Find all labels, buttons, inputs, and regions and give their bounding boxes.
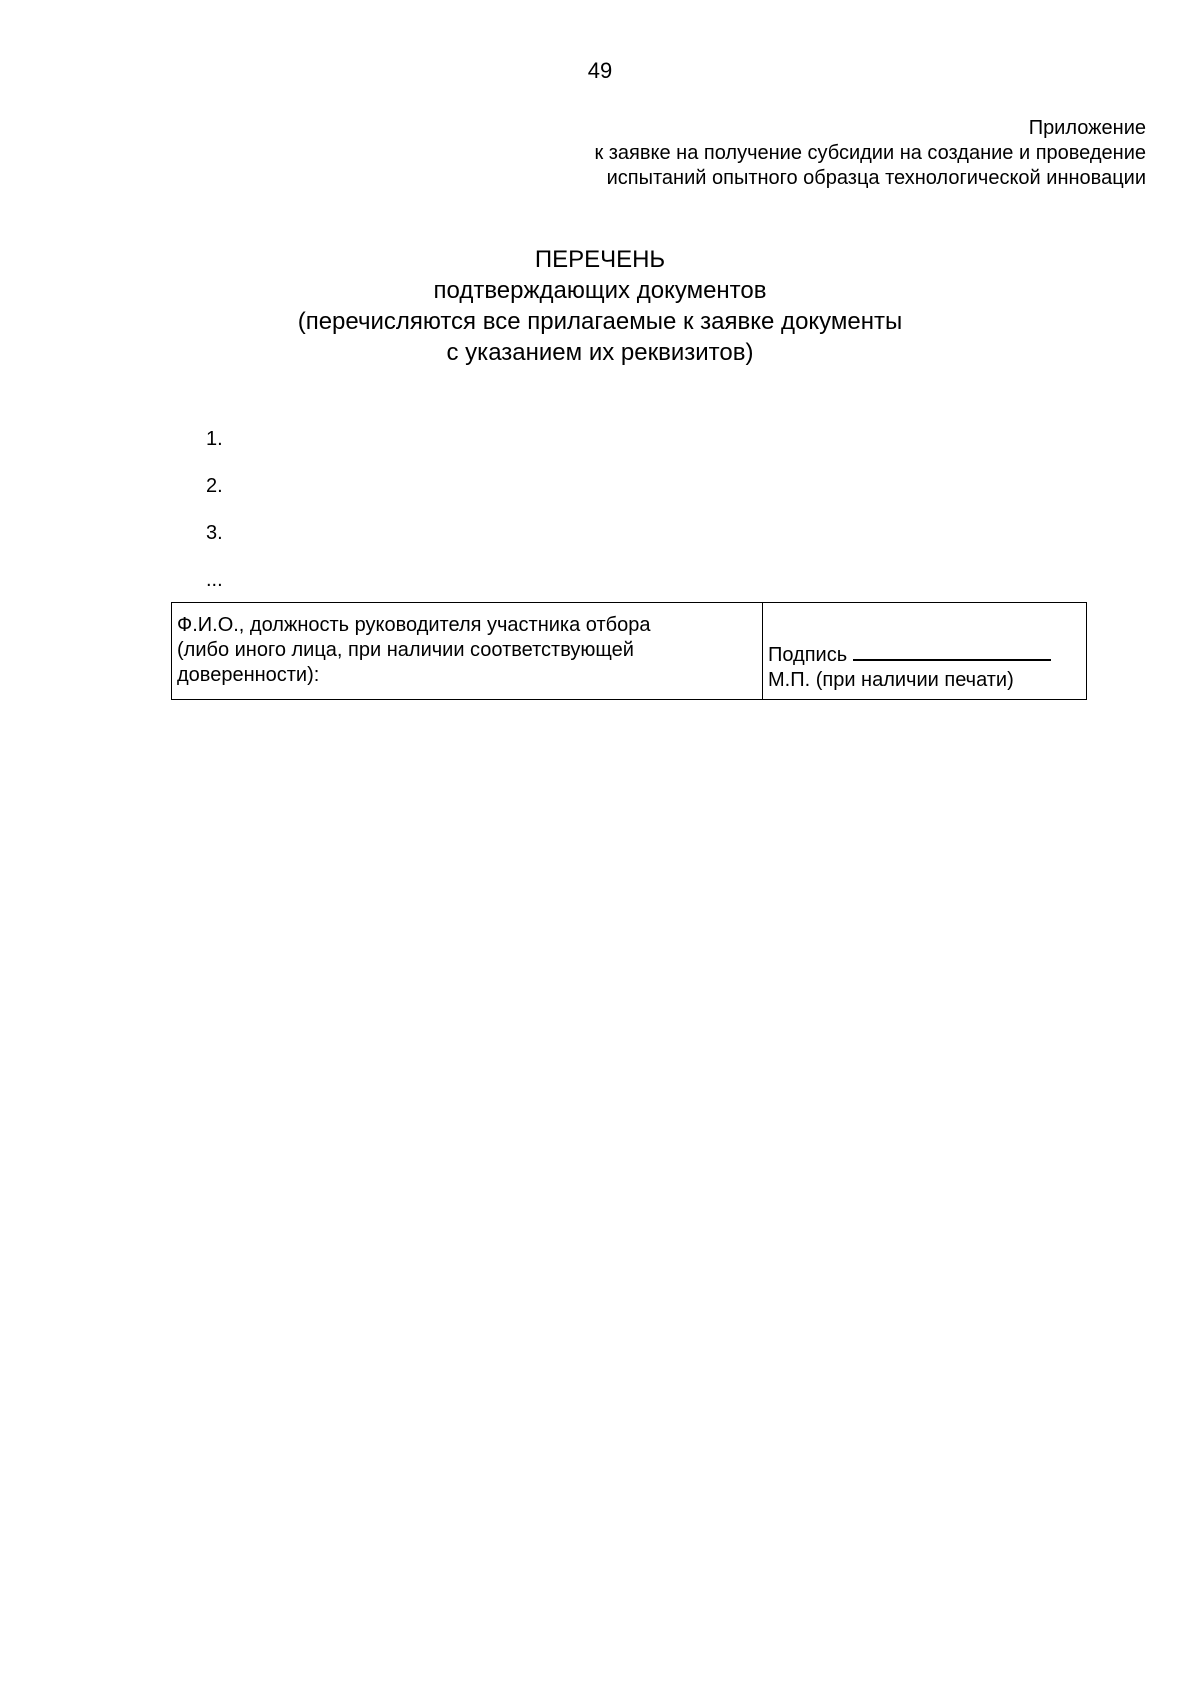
title-note: (перечисляются все прилагаемые к заявке документы [297, 308, 903, 335]
page-number: 49 [587, 58, 613, 83]
stamp-label: М.П. (при наличии печати) [768, 669, 1014, 691]
list-item: 2. [206, 475, 223, 497]
title-heading: ПЕРЕЧЕНЬ [534, 246, 666, 273]
signer-info-line: Ф.И.О., должность руководителя участника отбора [177, 614, 651, 636]
title-note: с указанием их реквизитов) [446, 339, 754, 366]
table-row [172, 603, 1087, 700]
document-list [206, 427, 223, 592]
appendix-line: к заявке на получение субсидии на создание и проведение [594, 142, 1146, 164]
appendix-title: Приложение [1028, 117, 1146, 139]
appendix-line: испытаний опытного образца технологической инновации [606, 167, 1146, 189]
list-item: 1. [206, 428, 223, 450]
list-item: 3. [206, 522, 223, 544]
signature-table [171, 602, 1087, 700]
signer-info-cell [172, 603, 763, 700]
signer-info-line: (либо иного лица, при наличии соответствующей [177, 639, 634, 661]
signature-label: Подпись [768, 644, 848, 666]
list-item-ellipsis: ... [206, 569, 223, 591]
signer-info-line: доверенности): [177, 664, 320, 686]
document-title [0, 244, 1200, 368]
appendix-note [446, 116, 1146, 191]
title-subheading: подтверждающих документов [433, 277, 767, 304]
signature-cell [763, 603, 1087, 700]
signature-row [768, 639, 1081, 668]
signature-line [853, 639, 1051, 661]
